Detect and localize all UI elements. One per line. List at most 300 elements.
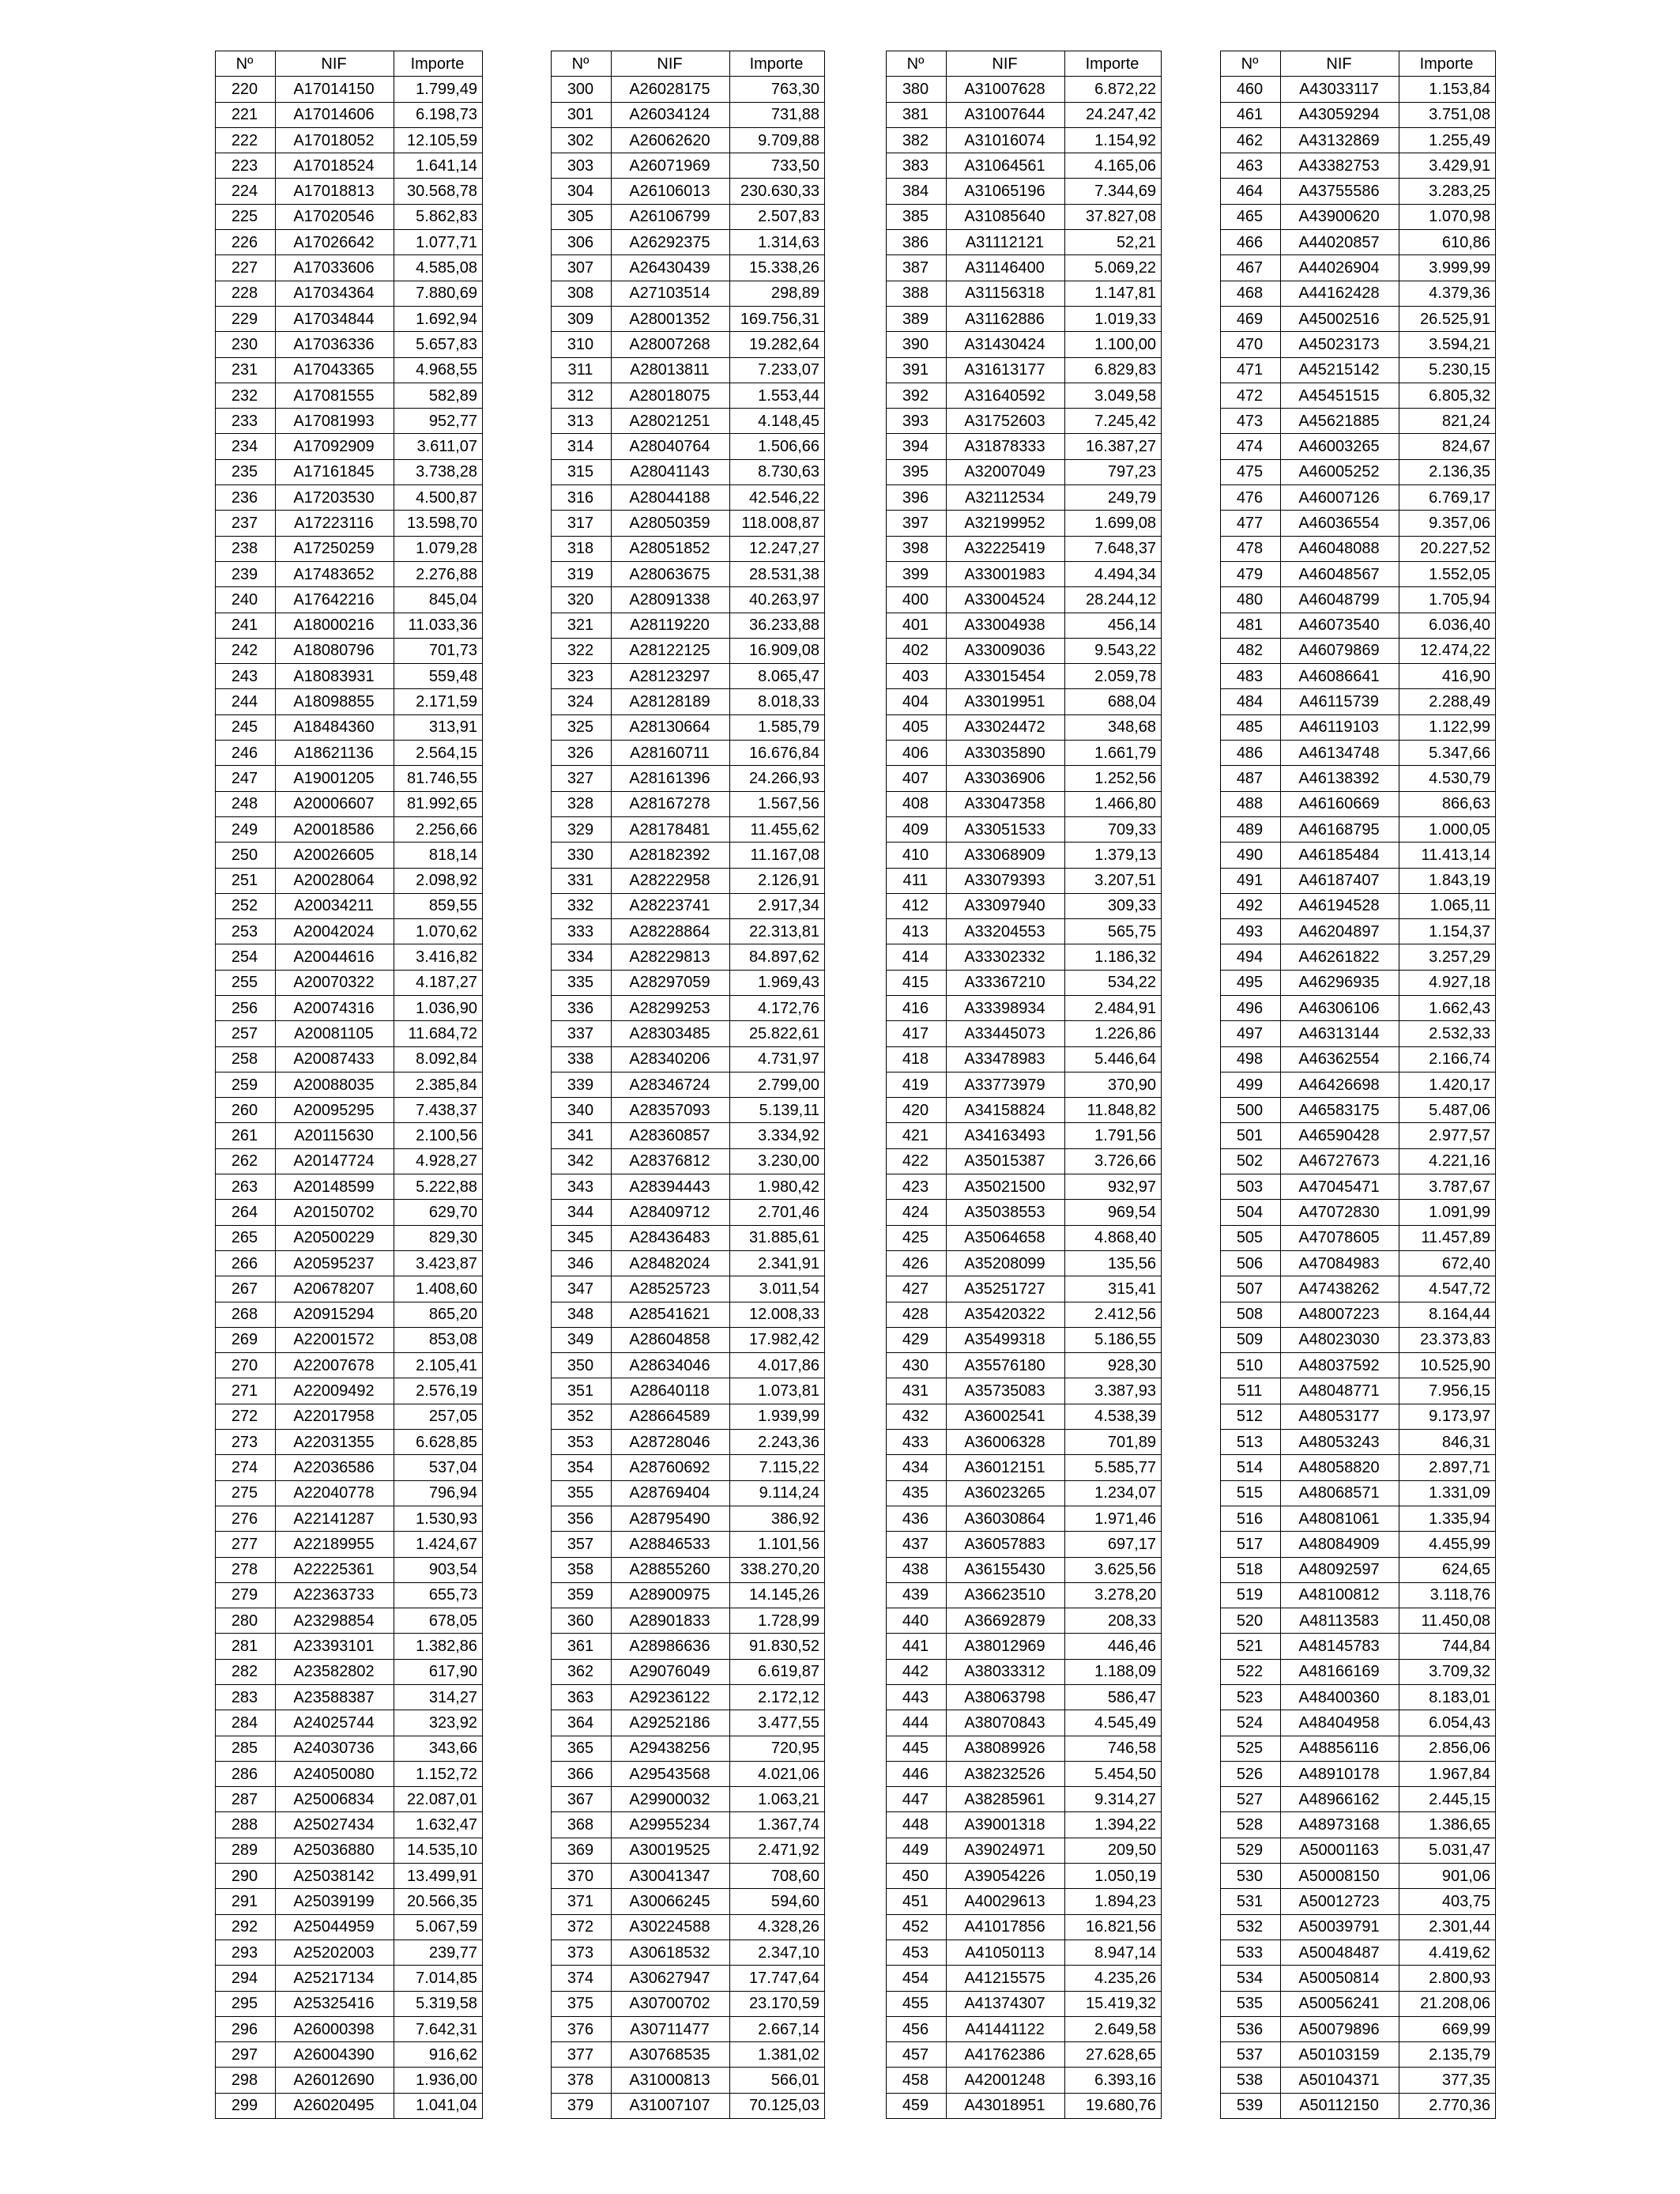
row-number: 387 (887, 255, 947, 281)
row-nif: A28900975 (612, 1582, 730, 1608)
row-importe: 3.387,93 (1065, 1378, 1162, 1404)
row-nif: A28063675 (612, 561, 730, 586)
row-nif: A28050359 (612, 511, 730, 536)
row-number: 269 (216, 1327, 276, 1352)
row-nif: A38070843 (947, 1710, 1065, 1736)
row-nif: A33398934 (947, 995, 1065, 1020)
row-number: 333 (552, 919, 612, 944)
table-row (216, 77, 483, 102)
row-importe: 916,62 (394, 2042, 483, 2068)
row-importe: 7.245,42 (1065, 409, 1162, 434)
row-number: 388 (887, 281, 947, 306)
row-nif: A42001248 (947, 2068, 1065, 2093)
row-number: 272 (216, 1404, 276, 1429)
table-row (216, 816, 483, 842)
row-number: 234 (216, 434, 276, 459)
row-nif: A29543568 (612, 1761, 730, 1786)
table-row (216, 791, 483, 816)
row-number: 448 (887, 1812, 947, 1838)
row-number: 330 (552, 843, 612, 868)
table-row (1221, 1736, 1496, 1761)
table-row (887, 1353, 1162, 1378)
table-row (1221, 843, 1496, 868)
row-number: 460 (1221, 77, 1281, 102)
row-number: 233 (216, 409, 276, 434)
table-row (887, 868, 1162, 893)
row-nif: A28795490 (612, 1506, 730, 1531)
table-row (552, 1940, 825, 1965)
row-importe: 7.880,69 (394, 281, 483, 306)
row-number: 533 (1221, 1940, 1281, 1965)
row-nif: A46086641 (1281, 664, 1399, 689)
row-nif: A48973168 (1281, 1812, 1399, 1838)
row-importe: 1.699,08 (1065, 511, 1162, 536)
row-nif: A46115739 (1281, 689, 1399, 714)
table-row (1221, 1378, 1496, 1404)
table-row (216, 1940, 483, 1965)
row-nif: A48113583 (1281, 1608, 1399, 1634)
row-number: 393 (887, 409, 947, 434)
table-row (552, 970, 825, 995)
row-importe: 1.466,80 (1065, 791, 1162, 816)
table-row (552, 944, 825, 970)
table-row (1221, 1302, 1496, 1327)
row-number: 252 (216, 893, 276, 918)
row-importe: 1.077,71 (394, 230, 483, 255)
row-number: 475 (1221, 459, 1281, 484)
row-nif: A17161845 (276, 459, 394, 484)
table-row (1221, 1838, 1496, 1863)
row-nif: A20088035 (276, 1072, 394, 1097)
row-number: 465 (1221, 204, 1281, 229)
row-number: 235 (216, 459, 276, 484)
row-number: 457 (887, 2042, 947, 2068)
row-number: 412 (887, 893, 947, 918)
row-number: 501 (1221, 1123, 1281, 1148)
row-importe: 230.630,33 (730, 179, 825, 204)
row-nif: A28855260 (612, 1557, 730, 1582)
table-row (552, 791, 825, 816)
row-importe: 8.183,01 (1399, 1685, 1496, 1710)
table-row (887, 1634, 1162, 1659)
row-number: 419 (887, 1072, 947, 1097)
row-importe: 4.927,18 (1399, 970, 1496, 995)
row-importe: 10.525,90 (1399, 1353, 1496, 1378)
row-nif: A20070322 (276, 970, 394, 995)
row-number: 282 (216, 1659, 276, 1684)
row-nif: A18000216 (276, 613, 394, 638)
row-nif: A31878333 (947, 434, 1065, 459)
row-number: 404 (887, 689, 947, 714)
row-nif: A48081061 (1281, 1506, 1399, 1531)
row-nif: A41215575 (947, 1966, 1065, 1991)
row-importe: 1.050,19 (1065, 1864, 1162, 1889)
table-row (552, 230, 825, 255)
table-row (216, 153, 483, 179)
row-nif: A41374307 (947, 1991, 1065, 2016)
row-importe: 3.230,00 (730, 1148, 825, 1174)
row-nif: A46048799 (1281, 587, 1399, 613)
row-number: 392 (887, 383, 947, 408)
row-importe: 4.494,34 (1065, 561, 1162, 586)
table-row (216, 1378, 483, 1404)
row-importe: 733,50 (730, 153, 825, 179)
table-row (552, 1838, 825, 1863)
table-row (216, 1864, 483, 1889)
table-row (216, 127, 483, 153)
row-number: 434 (887, 1455, 947, 1480)
table-row (1221, 1430, 1496, 1455)
row-importe: 22.087,01 (394, 1787, 483, 1812)
row-nif: A28340206 (612, 1046, 730, 1072)
row-importe: 731,88 (730, 102, 825, 127)
table-row (887, 741, 1162, 766)
row-number: 391 (887, 357, 947, 383)
table-row (216, 1685, 483, 1710)
row-number: 289 (216, 1838, 276, 1863)
table-row (1221, 434, 1496, 459)
row-number: 508 (1221, 1302, 1281, 1327)
row-number: 386 (887, 230, 947, 255)
row-number: 220 (216, 77, 276, 102)
row-nif: A25036880 (276, 1838, 394, 1863)
header-num: Nº (216, 51, 276, 77)
table-row (216, 1046, 483, 1072)
row-importe: 709,33 (1065, 816, 1162, 842)
row-number: 317 (552, 511, 612, 536)
row-nif: A28634046 (612, 1353, 730, 1378)
row-importe: 3.726,66 (1065, 1148, 1162, 1174)
row-importe: 1.424,67 (394, 1532, 483, 1557)
row-nif: A17034364 (276, 281, 394, 306)
row-importe: 1.091,99 (1399, 1200, 1496, 1225)
table-row (552, 1480, 825, 1506)
row-number: 286 (216, 1761, 276, 1786)
row-importe: 2.800,93 (1399, 1966, 1496, 1991)
table-row (552, 1736, 825, 1761)
row-nif: A25039199 (276, 1889, 394, 1914)
row-number: 328 (552, 791, 612, 816)
row-number: 363 (552, 1685, 612, 1710)
table-row (216, 1991, 483, 2016)
row-nif: A28222958 (612, 868, 730, 893)
row-number: 336 (552, 995, 612, 1020)
row-nif: A32112534 (947, 485, 1065, 511)
row-importe: 20.227,52 (1399, 536, 1496, 561)
row-nif: A48910178 (1281, 1761, 1399, 1786)
row-importe: 1.382,86 (394, 1634, 483, 1659)
row-importe: 4.530,79 (1399, 766, 1496, 791)
table-row (1221, 689, 1496, 714)
row-nif: A48404958 (1281, 1710, 1399, 1736)
row-nif: A24030736 (276, 1736, 394, 1761)
row-importe: 13.598,70 (394, 511, 483, 536)
row-number: 520 (1221, 1608, 1281, 1634)
row-importe: 8.730,63 (730, 459, 825, 484)
row-importe: 697,17 (1065, 1532, 1162, 1557)
row-number: 505 (1221, 1225, 1281, 1250)
table-row (552, 1353, 825, 1378)
row-importe: 1.100,00 (1065, 332, 1162, 357)
row-nif: A50039791 (1281, 1914, 1399, 1940)
table-row (887, 204, 1162, 229)
row-importe: 1.367,74 (730, 1812, 825, 1838)
row-importe: 1.799,49 (394, 77, 483, 102)
table-row (1221, 1787, 1496, 1812)
row-importe: 763,30 (730, 77, 825, 102)
table-row (552, 613, 825, 638)
row-importe: 313,91 (394, 714, 483, 740)
row-nif: A47045471 (1281, 1174, 1399, 1200)
row-number: 464 (1221, 179, 1281, 204)
table-row (552, 536, 825, 561)
row-nif: A46073540 (1281, 613, 1399, 638)
row-number: 279 (216, 1582, 276, 1608)
row-number: 487 (1221, 766, 1281, 791)
row-importe: 3.283,25 (1399, 179, 1496, 204)
row-importe: 23.373,83 (1399, 1327, 1496, 1352)
table-row (1221, 511, 1496, 536)
row-nif: A23582802 (276, 1659, 394, 1684)
table-row (552, 2042, 825, 2068)
row-number: 497 (1221, 1021, 1281, 1046)
row-nif: A31112121 (947, 230, 1065, 255)
row-nif: A47078605 (1281, 1225, 1399, 1250)
nif-table-3 (886, 51, 1162, 2119)
row-nif: A28044188 (612, 485, 730, 511)
row-importe: 1.969,43 (730, 970, 825, 995)
table-row (887, 306, 1162, 331)
row-number: 472 (1221, 383, 1281, 408)
table-row (1221, 1174, 1496, 1200)
row-importe: 31.885,61 (730, 1225, 825, 1250)
table-row (552, 1634, 825, 1659)
row-number: 327 (552, 766, 612, 791)
row-nif: A32199952 (947, 511, 1065, 536)
row-importe: 829,30 (394, 1225, 483, 1250)
row-number: 308 (552, 281, 612, 306)
row-importe: 1.036,90 (394, 995, 483, 1020)
table-row (552, 102, 825, 127)
row-nif: A23298854 (276, 1608, 394, 1634)
row-nif: A43059294 (1281, 102, 1399, 127)
row-number: 305 (552, 204, 612, 229)
row-importe: 91.830,52 (730, 1634, 825, 1659)
row-number: 416 (887, 995, 947, 1020)
table-row (216, 1250, 483, 1276)
row-importe: 582,89 (394, 383, 483, 408)
row-number: 491 (1221, 868, 1281, 893)
row-importe: 4.538,39 (1065, 1404, 1162, 1429)
table-row (1221, 561, 1496, 586)
row-number: 432 (887, 1404, 947, 1429)
row-number: 268 (216, 1302, 276, 1327)
row-number: 306 (552, 230, 612, 255)
row-importe: 4.545,49 (1065, 1710, 1162, 1736)
row-nif: A20034211 (276, 893, 394, 918)
row-number: 403 (887, 664, 947, 689)
row-number: 443 (887, 1685, 947, 1710)
row-number: 538 (1221, 2068, 1281, 2093)
table-header-row (887, 51, 1162, 77)
table-row (552, 1685, 825, 1710)
table-row (1221, 383, 1496, 408)
row-importe: 610,86 (1399, 230, 1496, 255)
row-importe: 2.301,44 (1399, 1914, 1496, 1940)
row-nif: A33024472 (947, 714, 1065, 740)
row-number: 224 (216, 179, 276, 204)
table-row (887, 153, 1162, 179)
row-importe: 2.288,49 (1399, 689, 1496, 714)
table-row (887, 1174, 1162, 1200)
row-nif: A22001572 (276, 1327, 394, 1352)
row-nif: A22031355 (276, 1430, 394, 1455)
row-nif: A20018586 (276, 816, 394, 842)
table-row (1221, 127, 1496, 153)
row-number: 512 (1221, 1404, 1281, 1429)
row-number: 369 (552, 1838, 612, 1863)
row-nif: A43755586 (1281, 179, 1399, 204)
row-importe: 208,33 (1065, 1608, 1162, 1634)
row-nif: A17203530 (276, 485, 394, 511)
table-row (1221, 1480, 1496, 1506)
table-row (887, 1302, 1162, 1327)
table-row (552, 1710, 825, 1736)
table-row (216, 689, 483, 714)
row-importe: 14.145,26 (730, 1582, 825, 1608)
row-importe: 5.862,83 (394, 204, 483, 229)
row-number: 329 (552, 816, 612, 842)
row-nif: A46036554 (1281, 511, 1399, 536)
row-importe: 2.564,15 (394, 741, 483, 766)
row-number: 313 (552, 409, 612, 434)
row-nif: A28182392 (612, 843, 730, 868)
table-row (552, 1225, 825, 1250)
row-importe: 11.848,82 (1065, 1098, 1162, 1123)
table-row (887, 1378, 1162, 1404)
table-row (1221, 1250, 1496, 1276)
table-row (552, 1404, 825, 1429)
row-importe: 4.221,16 (1399, 1148, 1496, 1174)
row-nif: A25044959 (276, 1914, 394, 1940)
row-nif: A38033312 (947, 1659, 1065, 1684)
row-number: 335 (552, 970, 612, 995)
table-row (216, 230, 483, 255)
table-row (887, 1761, 1162, 1786)
row-importe: 12.474,22 (1399, 638, 1496, 663)
table-row (1221, 1761, 1496, 1786)
row-number: 506 (1221, 1250, 1281, 1276)
table-row (552, 153, 825, 179)
row-importe: 3.751,08 (1399, 102, 1496, 127)
row-importe: 669,99 (1399, 2016, 1496, 2041)
row-number: 247 (216, 766, 276, 791)
row-importe: 16.821,56 (1065, 1914, 1162, 1940)
row-importe: 7.014,85 (394, 1966, 483, 1991)
row-number: 500 (1221, 1098, 1281, 1123)
row-nif: A48037592 (1281, 1353, 1399, 1378)
table-row (1221, 1046, 1496, 1072)
row-importe: 2.576,19 (394, 1378, 483, 1404)
row-importe: 1.894,23 (1065, 1889, 1162, 1914)
table-row (216, 536, 483, 561)
table-row (887, 1250, 1162, 1276)
row-number: 377 (552, 2042, 612, 2068)
row-importe: 16.909,08 (730, 638, 825, 663)
table-row (887, 1430, 1162, 1455)
row-number: 253 (216, 919, 276, 944)
table-row (216, 1276, 483, 1302)
table-row (552, 1302, 825, 1327)
row-nif: A26034124 (612, 102, 730, 127)
table-row (216, 1430, 483, 1455)
row-nif: A22189955 (276, 1532, 394, 1557)
table-row (216, 383, 483, 408)
row-nif: A33773979 (947, 1072, 1065, 1097)
row-importe: 1.705,94 (1399, 587, 1496, 613)
row-nif: A20500229 (276, 1225, 394, 1250)
row-nif: A30066245 (612, 1889, 730, 1914)
table-row (216, 1966, 483, 1991)
row-importe: 3.423,87 (394, 1250, 483, 1276)
row-nif: A31000813 (612, 2068, 730, 2093)
row-nif: A47072830 (1281, 1200, 1399, 1225)
row-importe: 969,54 (1065, 1200, 1162, 1225)
row-nif: A46119103 (1281, 714, 1399, 740)
row-importe: 2.471,92 (730, 1838, 825, 1863)
row-nif: A31146400 (947, 255, 1065, 281)
row-importe: 1.188,09 (1065, 1659, 1162, 1684)
row-importe: 5.454,50 (1065, 1761, 1162, 1786)
row-nif: A28041143 (612, 459, 730, 484)
row-number: 492 (1221, 893, 1281, 918)
row-number: 480 (1221, 587, 1281, 613)
row-nif: A45002516 (1281, 306, 1399, 331)
row-importe: 1.154,92 (1065, 127, 1162, 153)
table-row (216, 1072, 483, 1097)
row-nif: A34163493 (947, 1123, 1065, 1148)
row-number: 273 (216, 1430, 276, 1455)
table-row (216, 741, 483, 766)
row-nif: A26062620 (612, 127, 730, 153)
row-nif: A44026904 (1281, 255, 1399, 281)
table-row (216, 766, 483, 791)
nif-table-4 (1220, 51, 1496, 2119)
row-number: 321 (552, 613, 612, 638)
row-nif: A29076049 (612, 1659, 730, 1684)
row-nif: A36030864 (947, 1506, 1065, 1531)
row-nif: A47438262 (1281, 1276, 1399, 1302)
row-importe: 4.868,40 (1065, 1225, 1162, 1250)
table-row (552, 332, 825, 357)
row-importe: 1.152,72 (394, 1761, 483, 1786)
header-importe: Importe (1065, 51, 1162, 77)
row-nif: A28119220 (612, 613, 730, 638)
row-importe: 298,89 (730, 281, 825, 306)
row-number: 430 (887, 1353, 947, 1378)
row-nif: A28178481 (612, 816, 730, 842)
table-row (552, 1864, 825, 1889)
row-importe: 1.381,02 (730, 2042, 825, 2068)
row-importe: 2.341,91 (730, 1250, 825, 1276)
row-nif: A17483652 (276, 561, 394, 586)
row-number: 232 (216, 383, 276, 408)
table-row (216, 332, 483, 357)
row-importe: 1.147,81 (1065, 281, 1162, 306)
table-row (552, 1582, 825, 1608)
row-importe: 565,75 (1065, 919, 1162, 944)
row-importe: 586,47 (1065, 1685, 1162, 1710)
